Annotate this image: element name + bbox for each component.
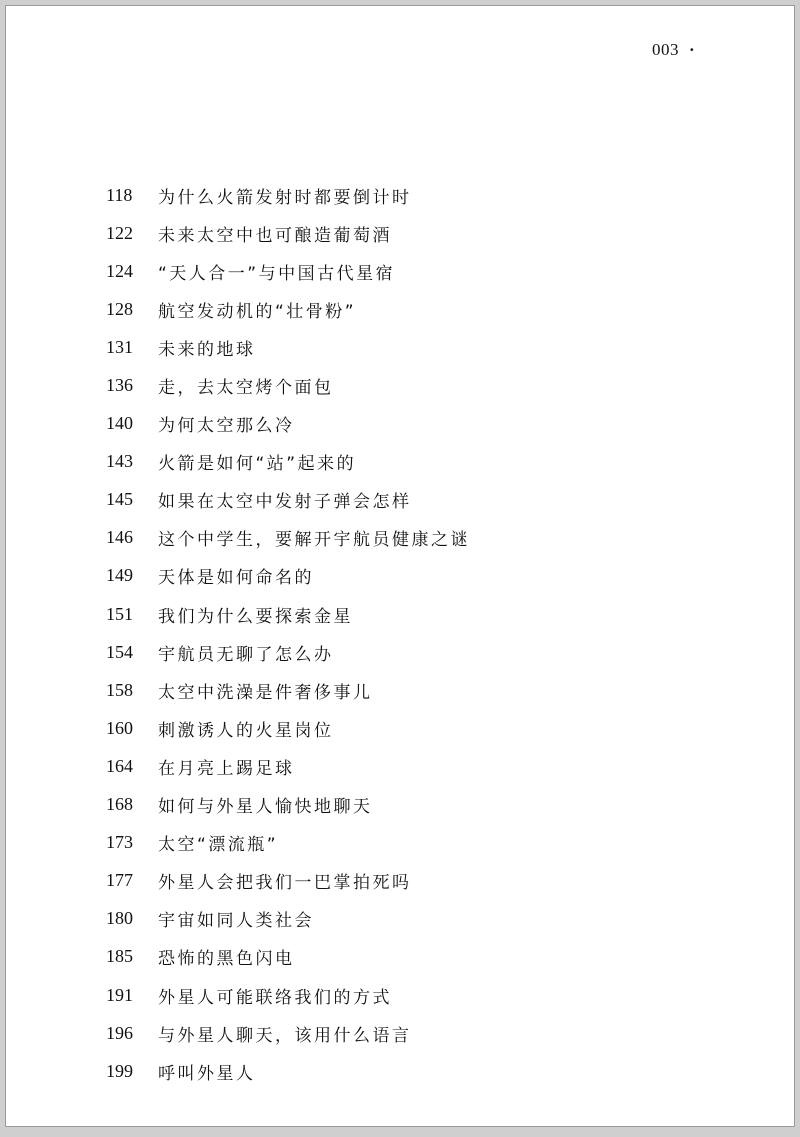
toc-page-number: 180	[106, 908, 133, 929]
toc-entry	[106, 709, 470, 747]
toc-page-number: 128	[106, 298, 133, 319]
toc-title: 恐怖的黑色闪电	[158, 949, 295, 970]
toc-entry	[106, 671, 470, 709]
toc-title: 外星人可能联络我们的方式	[158, 987, 392, 1008]
toc-title: 未来太空中也可酿造葡萄酒	[158, 225, 392, 246]
toc-page-number: 168	[106, 794, 133, 815]
toc-page-number: 118	[106, 184, 133, 205]
toc-entry	[106, 747, 470, 785]
book-page	[5, 5, 795, 1127]
toc-title: 宇航员无聊了怎么办	[158, 644, 334, 665]
toc-page-number: 158	[106, 679, 133, 700]
toc-page-number: 149	[106, 565, 133, 586]
toc-title: 火箭是如何“站”起来的	[158, 454, 357, 475]
toc-entry	[106, 214, 470, 252]
toc-title: 天体是如何命名的	[158, 568, 314, 589]
toc-title: 航空发动机的“壮骨粉”	[158, 301, 357, 322]
toc-page-number: 154	[106, 641, 133, 662]
toc-page-number: 143	[106, 451, 133, 472]
toc-title: 刺激诱人的火星岗位	[158, 720, 334, 741]
toc-entry	[106, 290, 470, 328]
toc-entry	[106, 519, 470, 557]
toc-entry	[106, 976, 470, 1014]
toc-entry	[106, 366, 470, 404]
toc-title: 未来的地球	[158, 339, 256, 360]
table-of-contents	[106, 176, 470, 1090]
toc-page-number: 145	[106, 489, 133, 510]
toc-entry	[106, 824, 470, 862]
toc-entry	[106, 786, 470, 824]
toc-page-number: 160	[106, 717, 133, 738]
toc-title: 太空中洗澡是件奢侈事儿	[158, 682, 373, 703]
toc-entry	[106, 633, 470, 671]
toc-entry	[106, 252, 470, 290]
toc-title: 如果在太空中发射子弹会怎样	[158, 492, 412, 513]
toc-entry	[106, 405, 470, 443]
toc-page-number: 131	[106, 336, 133, 357]
toc-title: 与外星人聊天，该用什么语言	[158, 1025, 412, 1046]
toc-title: “天人合一”与中国古代星宿	[158, 263, 396, 284]
toc-page-number: 177	[106, 870, 133, 891]
toc-entry	[106, 328, 470, 366]
toc-entry	[106, 176, 470, 214]
page-number-bullet: ·	[689, 40, 696, 59]
toc-entry	[106, 862, 470, 900]
page-number	[652, 40, 695, 60]
toc-page-number: 173	[106, 832, 133, 853]
toc-title: 在月亮上踢足球	[158, 758, 295, 779]
toc-page-number: 151	[106, 603, 133, 624]
toc-entry	[106, 900, 470, 938]
toc-title: 为何太空那么冷	[158, 416, 295, 437]
toc-entry	[106, 1014, 470, 1052]
page-number-value: 003	[652, 40, 679, 59]
toc-title: 宇宙如同人类社会	[158, 911, 314, 932]
toc-page-number: 191	[106, 984, 133, 1005]
toc-page-number: 124	[106, 260, 133, 281]
toc-title: 走，去太空烤个面包	[158, 378, 334, 399]
toc-page-number: 140	[106, 413, 133, 434]
toc-entry	[106, 938, 470, 976]
toc-title: 为什么火箭发射时都要倒计时	[158, 187, 412, 208]
toc-title: 这个中学生，要解开宇航员健康之谜	[158, 530, 470, 551]
toc-page-number: 136	[106, 375, 133, 396]
toc-page-number: 185	[106, 946, 133, 967]
toc-page-number: 164	[106, 755, 133, 776]
toc-entry	[106, 1052, 470, 1090]
toc-title: 外星人会把我们一巴掌拍死吗	[158, 873, 412, 894]
toc-title: 太空“漂流瓶”	[158, 835, 279, 856]
toc-title: 呼叫外星人	[158, 1063, 256, 1084]
toc-entry	[106, 595, 470, 633]
toc-page-number: 199	[106, 1060, 133, 1081]
toc-title: 如何与外星人愉快地聊天	[158, 797, 373, 818]
toc-page-number: 146	[106, 527, 133, 548]
toc-page-number: 122	[106, 222, 133, 243]
toc-entry	[106, 481, 470, 519]
toc-page-number: 196	[106, 1022, 133, 1043]
toc-entry	[106, 443, 470, 481]
toc-title: 我们为什么要探索金星	[158, 606, 353, 627]
toc-entry	[106, 557, 470, 595]
